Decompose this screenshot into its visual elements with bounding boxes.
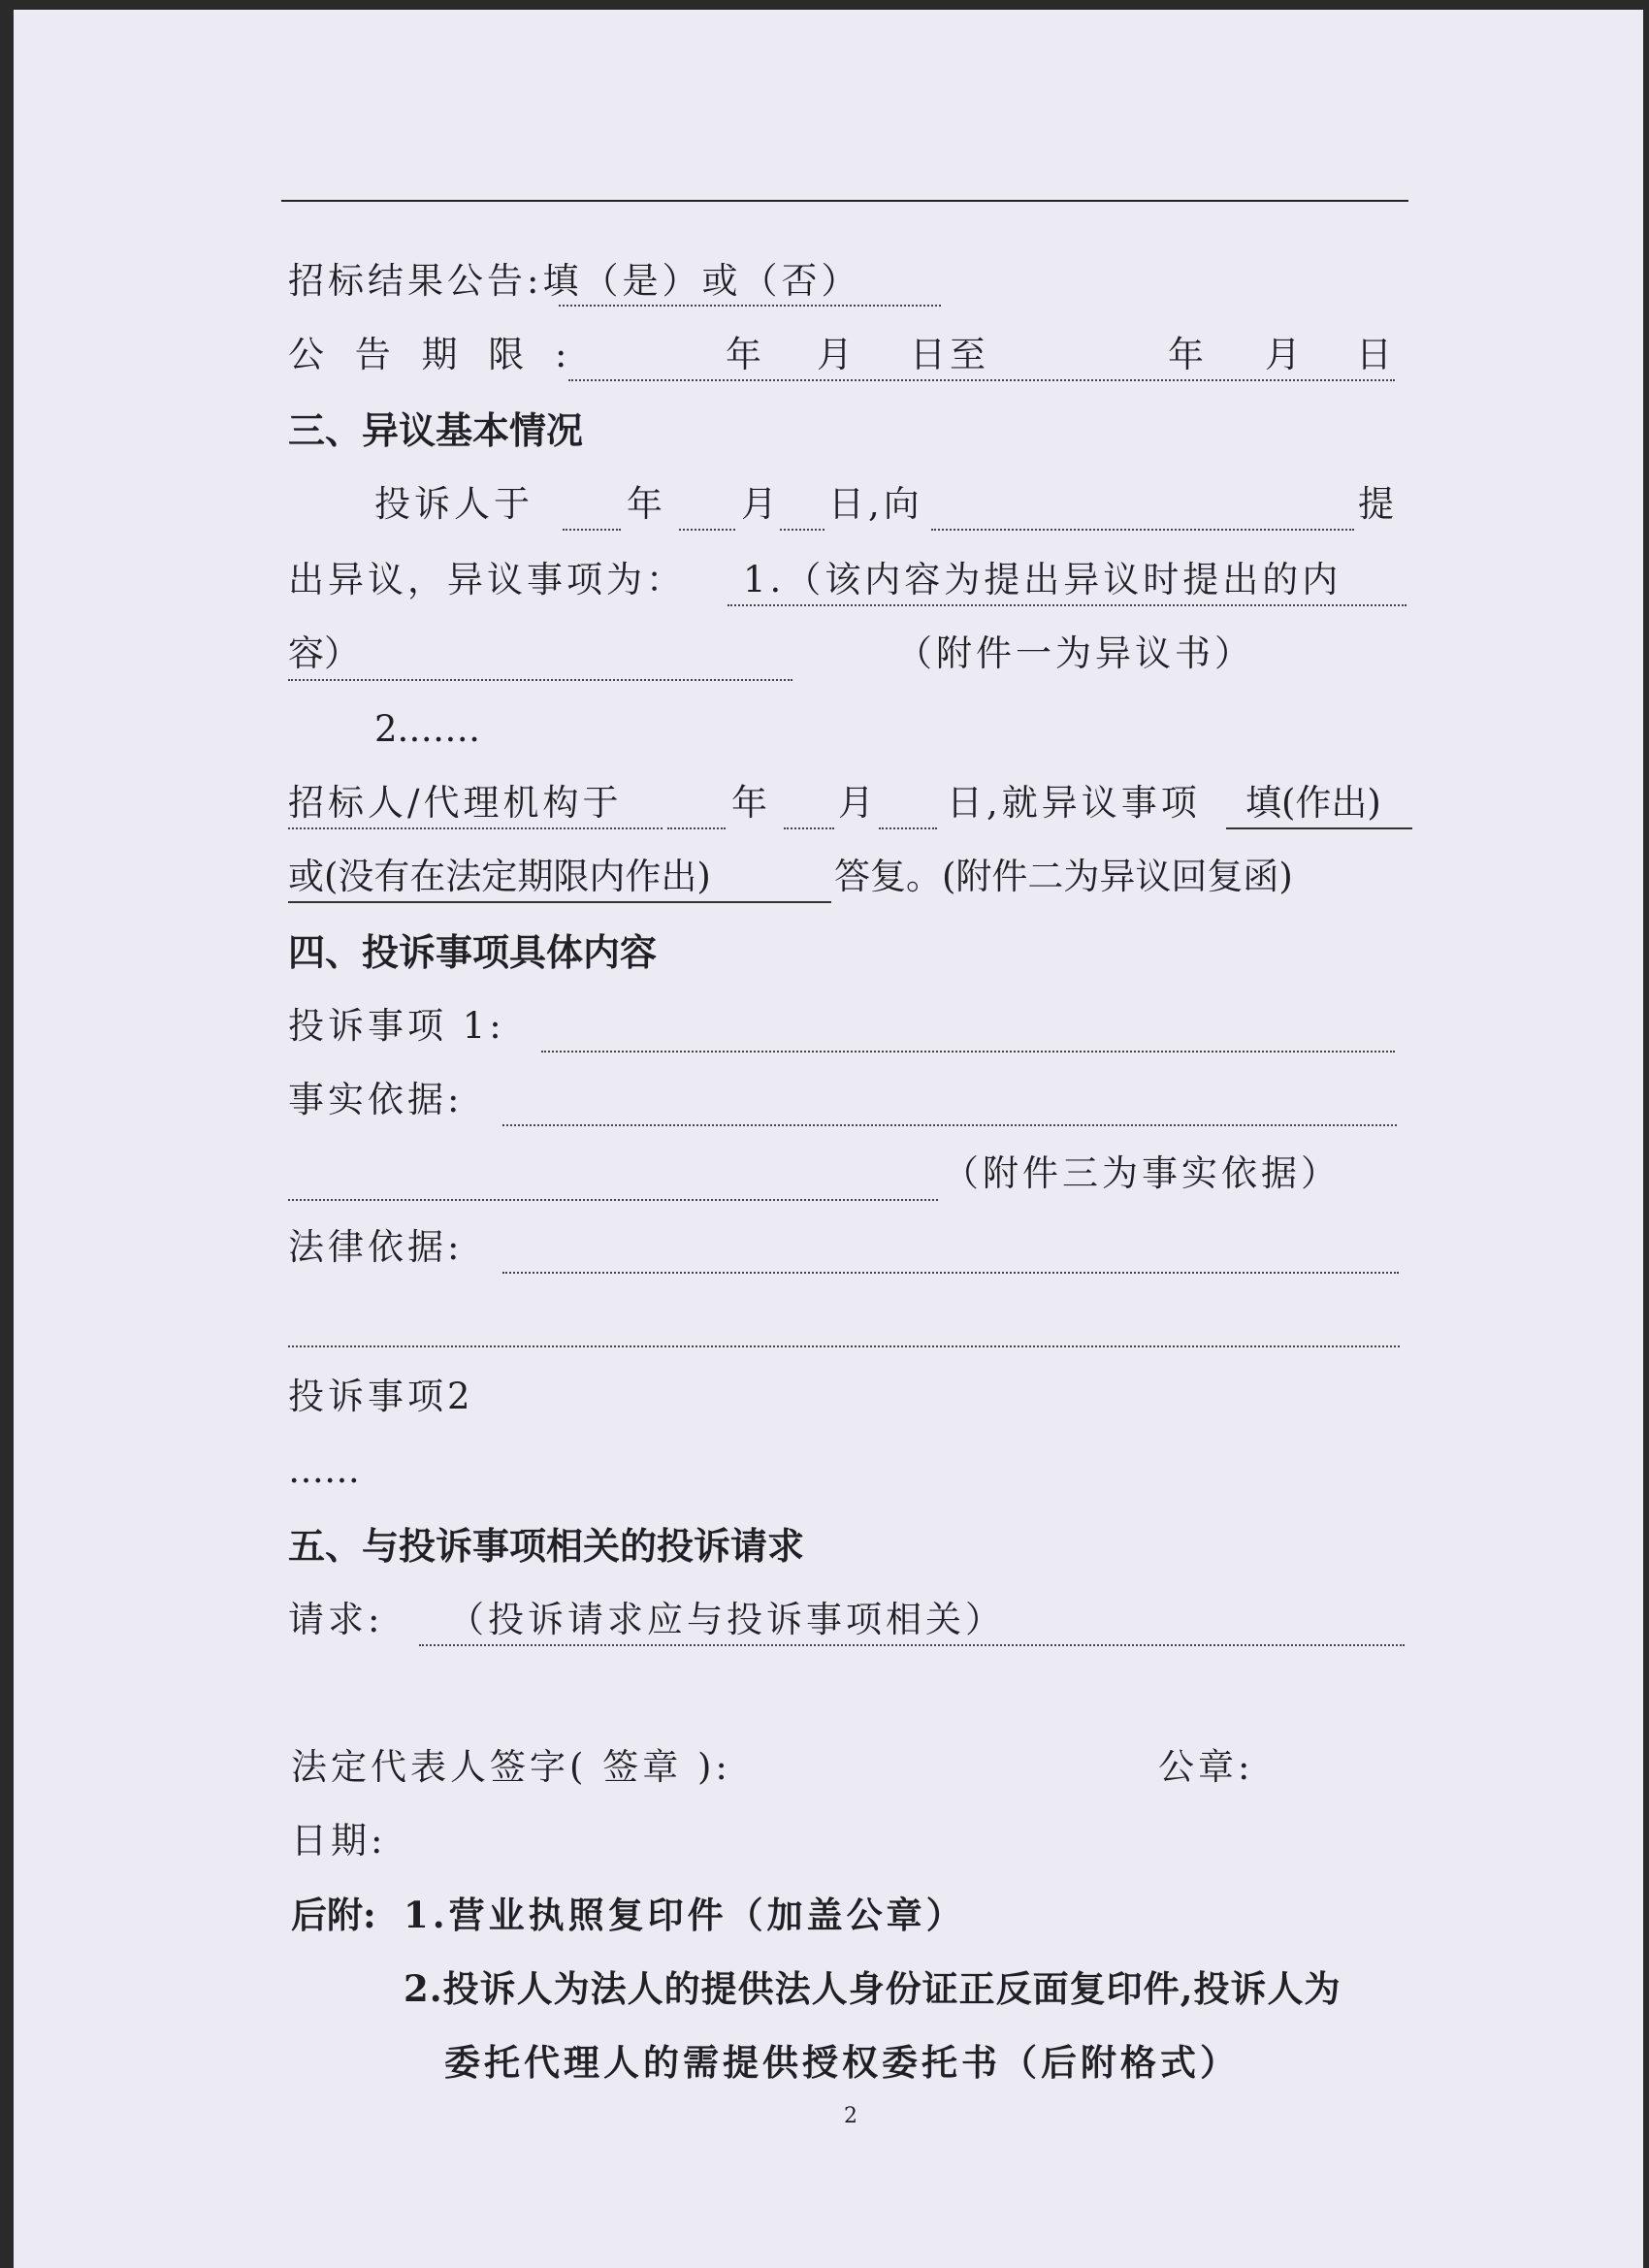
section-5-heading: 五、与投诉事项相关的投诉请求 [288, 1525, 805, 1568]
top-rule [281, 200, 1408, 202]
request-label: 请求: [288, 1599, 384, 1640]
objection-item-1-fill [728, 604, 1406, 606]
or-not-made: 或(没有在法定期限内作出) [288, 856, 711, 897]
agency-month-fill [784, 827, 834, 829]
complainant-year-fill [563, 529, 621, 531]
period-label: 公 告 期 限 : [288, 334, 577, 375]
objection-item-2: 2.…… [374, 708, 481, 750]
complainant-month-fill [679, 529, 735, 531]
request-fill [419, 1644, 1405, 1646]
legal-rep-signature: 法定代表人签字( 签章 ): [291, 1746, 731, 1788]
document-page [14, 10, 1643, 2268]
period-month-1: 月 [817, 334, 853, 375]
date-label: 日期: [291, 1820, 387, 1862]
complaint-item-ellipsis: …… [288, 1449, 360, 1491]
law-fill-2 [288, 1345, 1400, 1347]
fill-made-underline [1226, 827, 1412, 829]
appendix-label: 后附: [291, 1894, 376, 1936]
official-seal-label: 公章: [1158, 1746, 1254, 1788]
law-fill-1 [502, 1272, 1399, 1274]
facts-label: 事实依据: [288, 1079, 464, 1120]
facts-fill-1 [502, 1124, 1397, 1126]
complaint-item-1-label: 投诉事项 1: [288, 1005, 505, 1047]
appendix-item-2-line-2: 委托代理人的需提供授权委托书（后附格式） [444, 2041, 1240, 2084]
page-number: 2 [844, 2104, 857, 2128]
attachment-3-note: （附件三为事实依据） [943, 1152, 1341, 1194]
law-label: 法律依据: [288, 1226, 464, 1268]
period-fill-line [568, 379, 1395, 381]
section-3-heading: 三、异议基本情况 [288, 409, 584, 452]
complaint-item-1-fill [541, 1051, 1395, 1053]
objection-cont-fill [288, 679, 792, 681]
raise-char: 提 [1358, 483, 1394, 525]
fill-made: 填(作出) [1245, 782, 1381, 824]
section-4-heading: 四、投诉事项具体内容 [288, 931, 658, 974]
complainant-day-to: 日,向 [828, 483, 923, 525]
objection-prefix: 出异议，异议事项为： [288, 559, 686, 600]
complainant-prefix: 投诉人于 [374, 483, 534, 525]
agency-month: 月 [838, 782, 874, 824]
agency-prefix-underline [288, 827, 663, 829]
facts-fill-2 [288, 1199, 938, 1201]
reply-note: 答复。(附件二为异议回复函) [834, 856, 1293, 897]
complainant-day-fill [780, 529, 824, 531]
attachment-1-note: （附件一为异议书） [896, 632, 1254, 674]
appendix-item-2-line-1: 2.投诉人为法人的提供法人身份证正反面复印件,投诉人为 [404, 1967, 1342, 2010]
complaint-item-2-label: 投诉事项2 [288, 1376, 474, 1417]
request-text: （投诉请求应与投诉事项相关） [448, 1599, 1005, 1640]
period-year-1: 年 [726, 334, 761, 375]
agency-day-fill [879, 827, 937, 829]
period-day-1: 日至 [910, 334, 989, 375]
appendix-item-1: 1.营业执照复印件（加盖公章） [404, 1894, 966, 1936]
tender-result-line: 招标结果公告:填（是）或（否） [288, 260, 861, 302]
complainant-month: 月 [741, 483, 777, 525]
agency-year-fill [667, 827, 726, 829]
tender-result-fill-line [559, 305, 941, 307]
period-day-2: 日 [1356, 334, 1392, 375]
period-year-2: 年 [1168, 334, 1204, 375]
objection-item-1: 1.（该内容为提出异议时提出的内 [743, 559, 1342, 600]
agency-year: 年 [731, 782, 767, 824]
agency-day: 日,就异议事项 [947, 782, 1201, 824]
or-not-made-underline [288, 901, 831, 903]
period-month-2: 月 [1265, 334, 1301, 375]
agency-prefix: 招标人/代理机构于 [288, 782, 623, 824]
complainant-year: 年 [627, 483, 663, 525]
complainant-target-fill [931, 529, 1354, 531]
objection-item-1-cont: 容） [288, 632, 360, 674]
